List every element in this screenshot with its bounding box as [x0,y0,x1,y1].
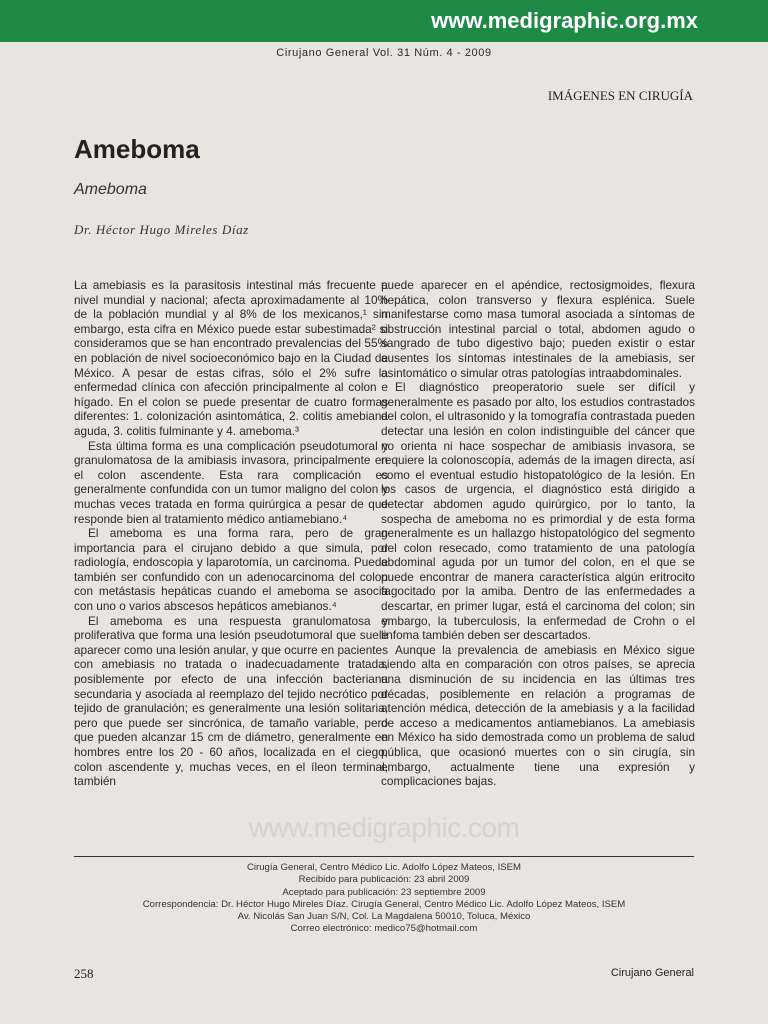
footer-divider [74,856,694,857]
footer-line: Cirugía General, Centro Médico Lic. Adolfo López Mateos, ISEM [246,862,522,873]
footer-line: Aceptado para publicación: 23 septiembre 2009 [282,886,486,898]
affiliation-footer [0,862,768,936]
paragraph: El ameboma es una respuesta granulomatosa y proliferativa que forma una lesión pseudotumoral que suele aparecer como una lesión anular, y que ocurre en pacientes con amebiasis no tratada o inadecuadamente tratada, posiblemente por efecto de una infección bacteriana secundaria y asociada al reemplazo del tejido necrótico por tejido de granulación; es generalmente una lesión solitaria, pero que puede ser sincrónica, de tamaño variable, pero que pueden alcanzar 15 cm de diámetro, generalmente en hombres entre los 20 - 60 años, localizada en el ciego, colon ascendente y, muchas veces, en el íleon terminal, también [74,613,388,789]
paragraph: El ameboma es una forma rara, pero de gran importancia para el cirujano debido a que simula, por radiología, endoscopia y laparotomía, un carcinoma. Puede también ser confundido con un adenocarcinoma del colon con metástasis hepáticas cuando el ameboma se asocia con uno o varios abscesos hepáticos amebianos.⁴ [74,526,388,614]
paragraph: La amebiasis es la parasitosis intestinal más frecuente a nivel mundial y nacional; afecta aproximadamente al 10% de la población mundial y al 8% de los mexicanos,¹ sin embargo, esta cifra en México puede estar subestimada² si consideramos que se han encontrado prevalencias del 55% en población de nivel socioeconómico bajo en la Ciudad de México. A pesar de estas cifras, sólo el 2% sufre la enfermedad clínica con afección principalmente al colon e hígado. En el colon se puede presentar de cuatro formas diferentes: 1. colonización asintomática, 2. colitis amebiana aguda, 3. colitis fulminante y 4. ameboma.³ [74,278,388,438]
body-column-right [381,278,695,789]
journal-name: Cirujano General [610,967,694,979]
footer-line: Recibido para publicación: 23 abril 2009 [298,874,470,886]
footer-line: Av. Nicolás San Juan S/N, Col. La Magdalena 50010, Toluca, México [237,911,531,923]
page-number: 258 [74,966,94,981]
article-author: Dr. Héctor Hugo Mireles Díaz [74,222,249,237]
article-title: Ameboma [74,134,200,164]
journal-citation: Cirujano General Vol. 31 Núm. 4 - 2009 [276,47,492,59]
paragraph: Aunque la prevalencia de amebiasis en México sigue siendo alta en comparación con otros países, se aprecia una disminución de su incidencia en las últimas tres décadas, posiblemente en relación a programas de atención médica, detección de la amebiasis y a la facilidad de acceso a medicamentos antiamebianos. La amebiasis en México ha sido demostrada como un problema de salud pública, que ocasionó muertes con o sin cirugía, sin embargo, actualmente tiene una expresión y complicaciones bajas. [381,642,695,789]
footer-line: Correspondencia: Dr. Héctor Hugo Mireles Díaz. Cirugía General, Centro Médico Lic. Adolfo López Mateos, ISEM [142,898,626,910]
site-banner [0,0,768,42]
section-label: IMÁGENES EN CIRUGÍA [547,88,693,103]
paragraph: puede aparecer en el apéndice, rectosigmoides, flexura hepática, colon transverso y flexura esplénica. Suele manifestarse como masa tumoral asociada a síntomas de obstrucción intestinal parcial o total, abdomen agudo o sangrado de tubo digestivo bajo; pueden existir o estar ausentes los síntomas intestinales de la amebiasis, ser asintomático o simular otras patologías intraabdominales. [381,278,695,380]
paragraph: Esta última forma es una complicación pseudotumoral y granulomatosa de la amibiasis invasora, principalmente en el colon ascendente. Esta rara complicación es generalmente confundida con un tumor maligno del colon y muchas veces tratada en forma quirúrgica a pesar de que responde bien al tratamiento médico antiamebiano.⁴ [74,438,388,526]
footer-email[interactable]: Correo electrónico: medico75@hotmail.com [290,923,478,935]
site-url-link[interactable]: www.medigraphic.org.mx [431,8,698,33]
paragraph: El diagnóstico preoperatorio suele ser difícil y generalmente es pasado por alto, los estudios contrastados del colon, el ultrasonido y la tomografía contrastada pueden detectar una lesión en colon indistinguible del cáncer que no orienta ni hace sospechar de amibiasis invasora, se requiere la colonoscopía, además de la imagen directa, así como el eventual estudio histopatológico de la lesión. En los casos de urgencia, el diagnóstico está dirigido a detectar abdomen agudo quirúrgico, por lo tanto, la sospecha de ameboma no es primordial y de esta forma generalmente es un hallazgo histopatológico del segmento del colon resecado, como tratamiento de una patología abdominal aguda por un tumor del colon, en el que se puede encontrar de manera característica algún eritrocito fagocitado por la amiba. Dentro de las enfermedades a descartar, en primer lugar, está el carcinoma del colon; sin embargo, la tuberculosis, la enfermedad de Crohn o el linfoma también deben ser descartados. [381,380,695,643]
article-subtitle: Ameboma [74,181,147,198]
body-column-left [74,278,388,789]
watermark: www.medigraphic.com [248,812,520,843]
